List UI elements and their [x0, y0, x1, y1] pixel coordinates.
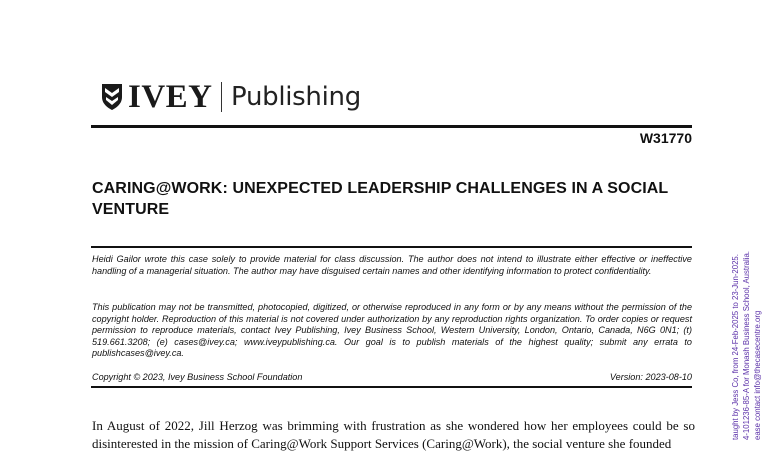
case-number: W31770: [639, 130, 692, 146]
logo-wordmark: IVEY: [128, 78, 213, 115]
header-rule: [91, 125, 692, 128]
watermark-line-2: 4-101236-85-A for Monash Business School, Australia.: [742, 251, 751, 440]
reproduction-notice: This publication may not be transmitted, photocopied, digitized, or otherwise reproduced in any form or by any means without the permission of the copyright holder. Reproduction of this material is not covered under authorization by any reproduction rights organization. To order copies or request permission to reproduce materials, contact Ivey Publishing, Ivey Business School, Western University, London, Ontario, Canada, N6G 0N1; (t) 519.661.3208; (e) cases@ivey.ca; www.iveypublishing.ca. Our goal is to publish materials of the highest quality; submit any errata to publishcases@ivey.ca.: [92, 302, 692, 358]
logo-divider: [221, 82, 223, 112]
version-label: Version: 2023-08-10: [609, 372, 692, 382]
copyright-line: Copyright © 2023, Ivey Business School Foundation: [92, 372, 303, 382]
notice-rule: [91, 386, 692, 388]
watermark-line-1: taught by Jess Co, from 24-Feb-2025 to 23-Jun-2025.: [731, 254, 740, 440]
logo-division: Publishing: [231, 82, 361, 112]
ivey-shield-icon: [101, 83, 123, 111]
authorship-disclaimer: Heidi Gailor wrote this case solely to provide material for class discussion. The author does not intend to illustrate either effective or ineffective handling of a managerial situation. The author may have disguised certain names and other identifying information to protect confidentiality.: [92, 254, 692, 276]
license-watermark-text: [730, 220, 766, 440]
ivey-publishing-logo: [101, 78, 361, 116]
case-body-paragraph: In August of 2022, Jill Herzog was brimming with frustration as she wondered how her employees could be so disinterested in the mission of Caring@Work Support Services (Caring@Work), the social venture she founded: [92, 418, 695, 451]
case-title: CARING@WORK: UNEXPECTED LEADERSHIP CHALLENGES IN A SOCIAL VENTURE: [92, 180, 669, 218]
title-rule: [91, 246, 692, 248]
watermark-line-3: ease contact info@thecasecentre.org: [753, 310, 762, 440]
license-watermark: [730, 220, 766, 440]
